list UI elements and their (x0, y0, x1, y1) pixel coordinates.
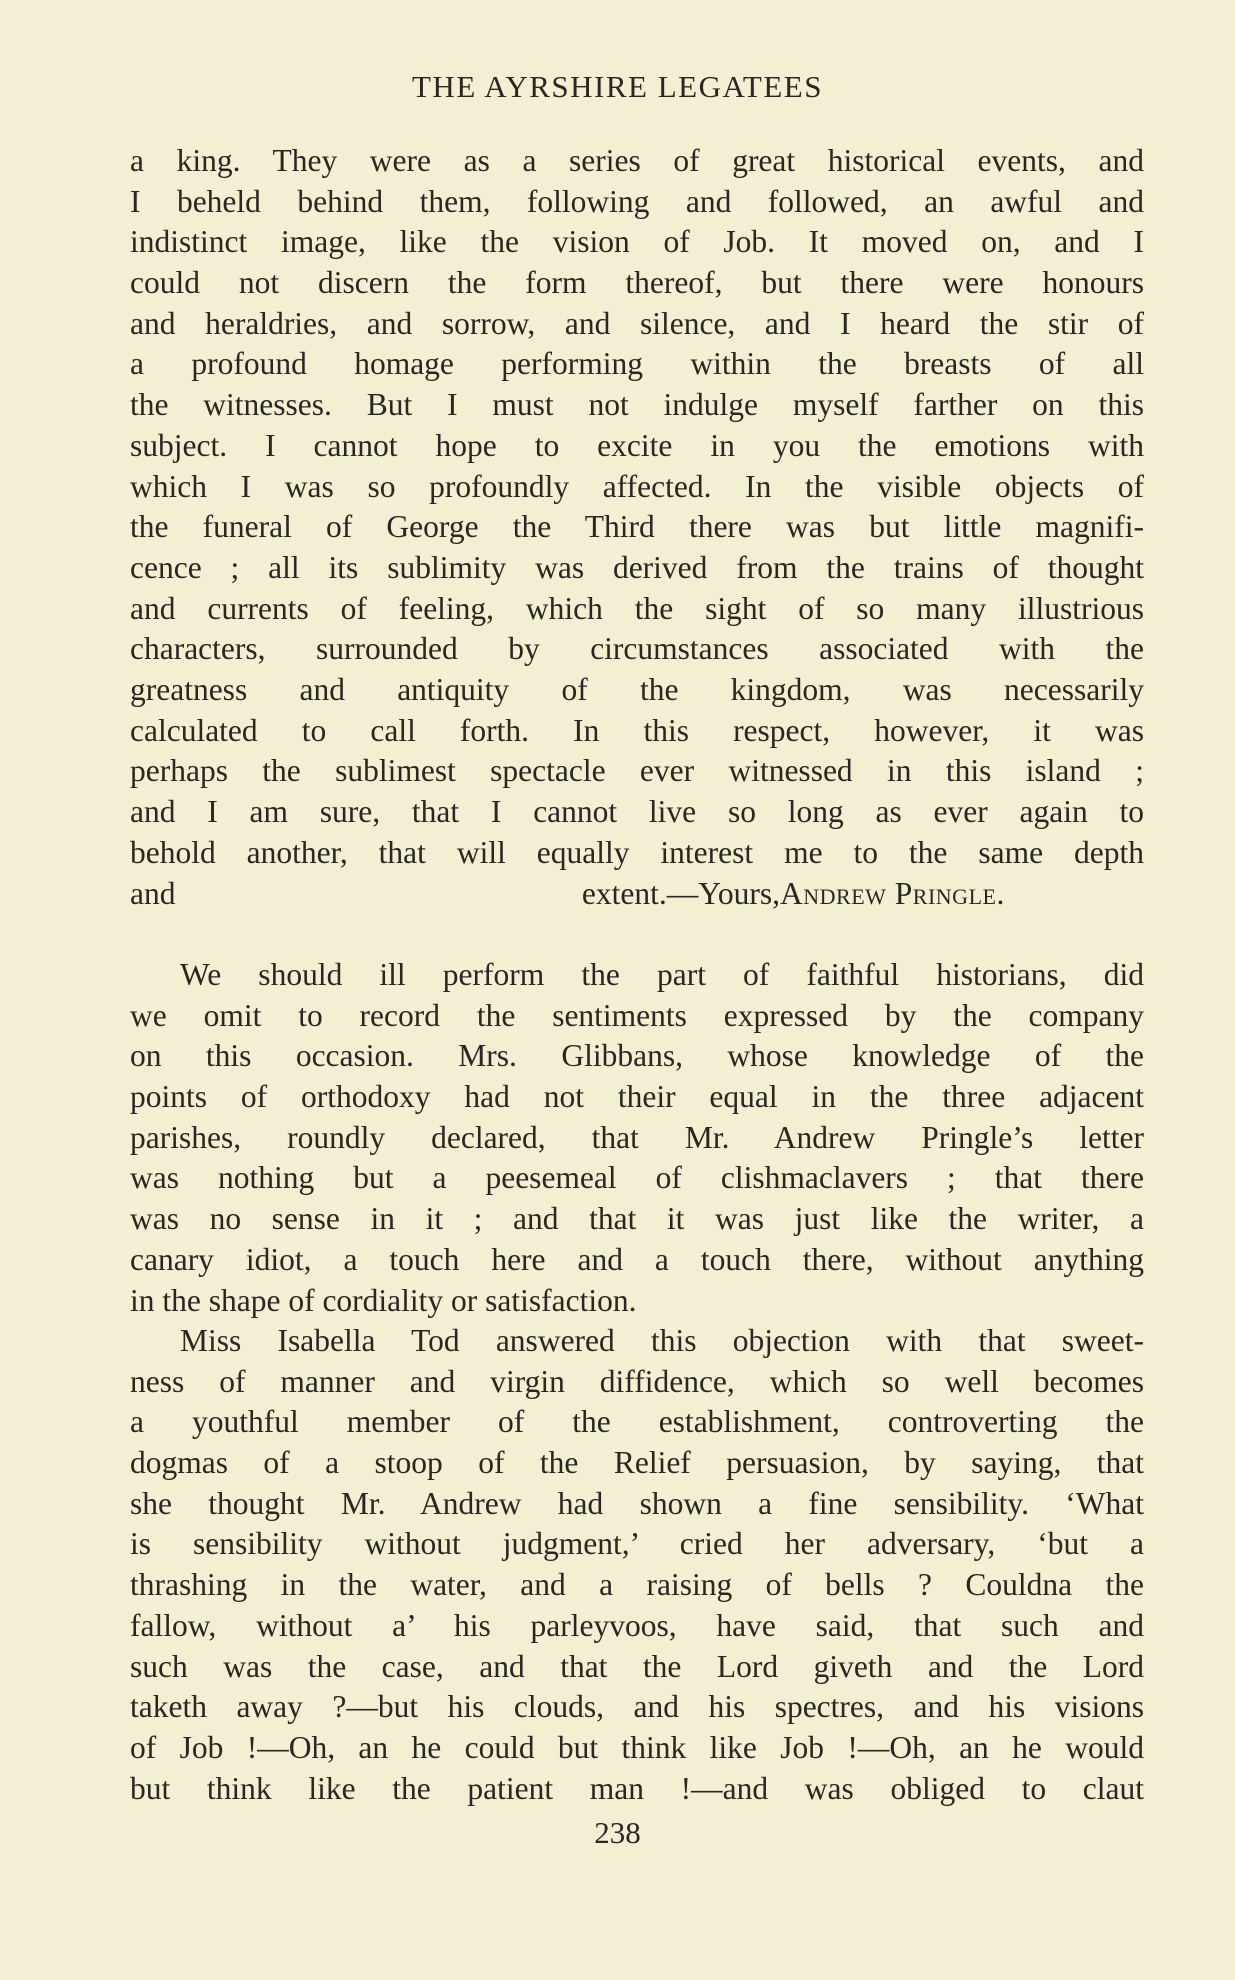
text-line: and I am sure, that I cannot live so long as ever again to (130, 794, 1144, 829)
text-line: such was the case, and that the Lord giveth and the Lord (130, 1648, 1144, 1684)
text-line: of Job !—Oh, an he could but think like Job !—Oh, an he would (130, 1729, 1144, 1765)
text-line: is sensibility without judgment,’ cried her adversary, ‘but a (130, 1526, 1144, 1562)
text-line: thrashing in the water, and a raising of bells ? Couldna the (130, 1567, 1144, 1603)
text-line: she thought Mr. Andrew had shown a fine sensibility. ‘What (130, 1485, 1144, 1521)
text-line: we omit to record the sentiments expressed by the company (130, 997, 1144, 1033)
text-line: and heraldries, and sorrow, and silence, and I heard the stir of (130, 305, 1144, 341)
text-line: subject. I cannot hope to excite in you the emotions with (130, 427, 1144, 463)
signature: Andrew Pringle. (780, 876, 1005, 911)
text-line: characters, surrounded by circumstances associated with the (130, 631, 1144, 667)
text-line: perhaps the sublimest spectacle ever witnessed in this island ; (130, 753, 1144, 789)
text-line: calculated to call forth. In this respect, however, it was (130, 712, 1144, 748)
text-line: ness of manner and virgin diffidence, which so well becomes (130, 1363, 1144, 1399)
text-line: a profound homage performing within the breasts of all (130, 346, 1144, 382)
text-line: but think like the patient man !—and was obliged to claut (130, 1770, 1144, 1806)
text-line: I beheld behind them, following and followed, an awful and (130, 183, 1144, 219)
text-line: Miss Isabella Tod answered this objection with that sweet- (180, 1323, 1144, 1358)
text-line: and currents of feeling, which the sight of so many illustrious (130, 590, 1144, 626)
closing-text: and extent.—Yours, (130, 876, 780, 911)
paragraph-letter-ending (130, 141, 1144, 873)
text-line: canary idiot, a touch here and a touch there, without anything (130, 1241, 1144, 1277)
text-line: in the shape of cordiality or satisfaction. (130, 1282, 637, 1318)
text-line: points of orthodoxy had not their equal in the three adjacent (130, 1079, 1144, 1115)
paragraph-isabella-tod (130, 1321, 1144, 1809)
page-number: 238 (594, 1815, 641, 1850)
text-line: taketh away ?—but his clouds, and his spectres, and his visions (130, 1689, 1144, 1725)
text-line: greatness and antiquity of the kingdom, was necessarily (130, 671, 1144, 707)
text-line: could not discern the form thereof, but there were honours (130, 265, 1144, 301)
text-line: We should ill perform the part of faithful historians, did (180, 957, 1144, 992)
text-line: dogmas of a stoop of the Relief persuasion, by saying, that (130, 1445, 1144, 1481)
text-line: the funeral of George the Third there was but little magnifi- (130, 509, 1144, 545)
text-line: the witnesses. But I must not indulge myself farther on this (130, 387, 1144, 423)
text-line: which I was so profoundly affected. In the visible objects of (130, 468, 1144, 504)
text-line: was no sense in it ; and that it was just like the writer, a (130, 1201, 1144, 1237)
paragraph-company-sentiments (130, 955, 1144, 1321)
text-line: behold another, that will equally interest me to the same depth (130, 834, 1144, 870)
closing-line (130, 874, 1144, 915)
running-head: THE AYRSHIRE LEGATEES (412, 69, 823, 104)
text-line: a king. They were as a series of great historical events, and (130, 143, 1144, 178)
text-line: parishes, roundly declared, that Mr. Andrew Pringle’s letter (130, 1119, 1144, 1155)
text-line: on this occasion. Mrs. Glibbans, whose knowledge of the (130, 1038, 1144, 1074)
signature-line (130, 874, 1144, 915)
text-line: fallow, without a’ his parleyvoos, have said, that such and (130, 1607, 1144, 1643)
text-line: cence ; all its sublimity was derived from the trains of thought (130, 549, 1144, 585)
text-line: was nothing but a peesemeal of clishmaclavers ; that there (130, 1160, 1144, 1196)
text-line: indistinct image, like the vision of Job. It moved on, and I (130, 224, 1144, 260)
text-line: a youthful member of the establishment, controverting the (130, 1404, 1144, 1440)
